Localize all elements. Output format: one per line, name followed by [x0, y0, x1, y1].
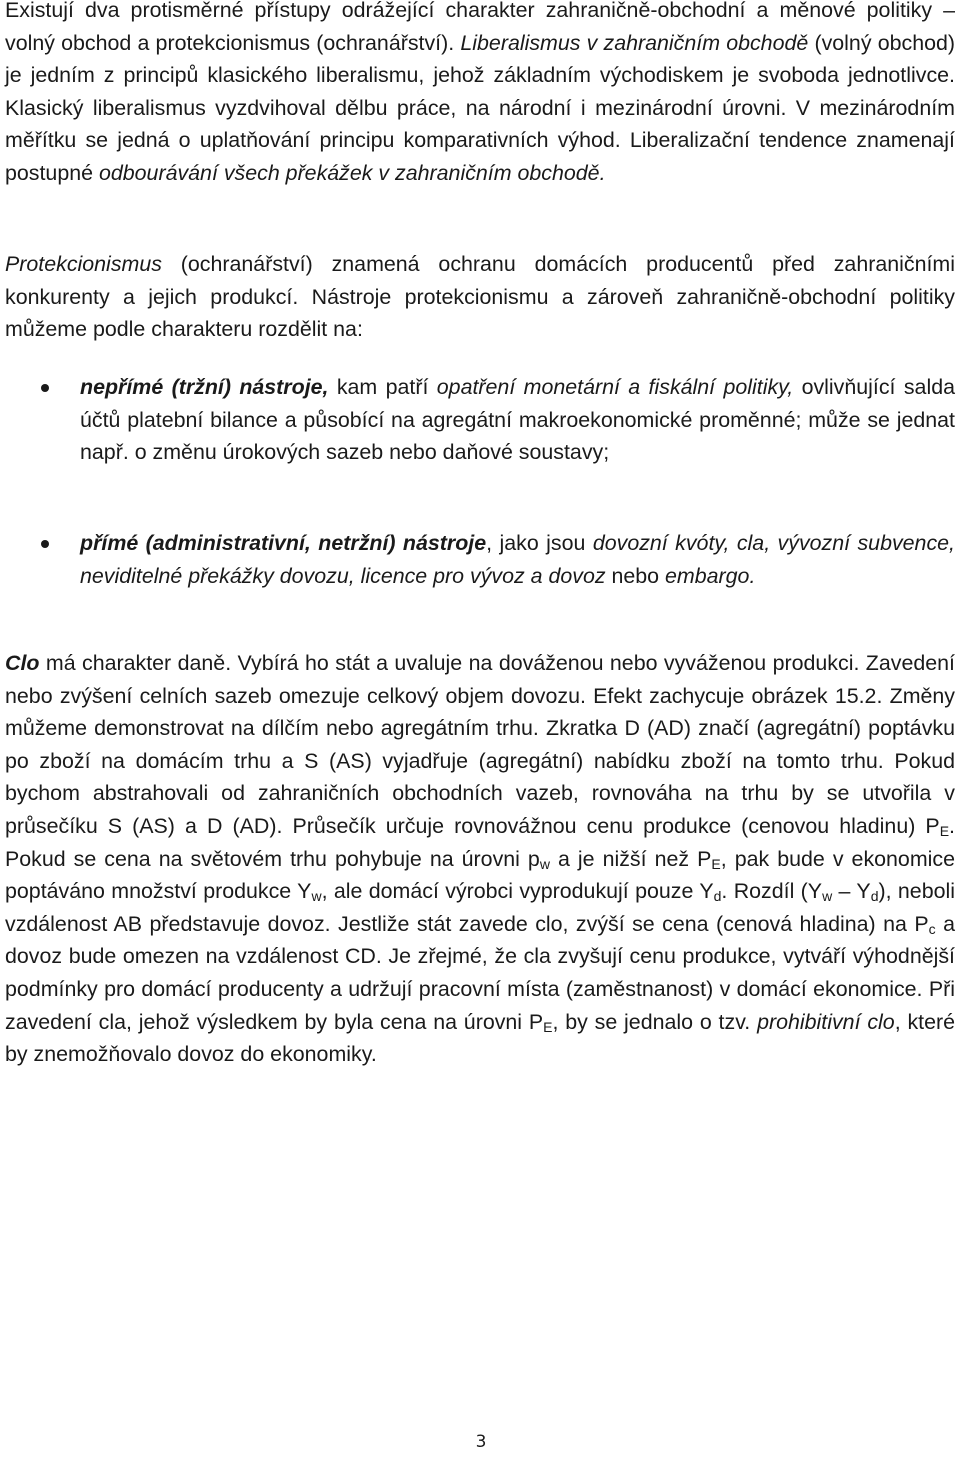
text-run: , ale domácí výrobci vyprodukují pouze Y — [321, 879, 714, 904]
text-run: má charakter daně. Vybírá ho stát a uvaluje na dováženou nebo vyváženou produkci. Zavedení nebo zvýšení celních sazeb omezuje celkový objem dovozu. Efekt zachycuje obrázek 15.2. Změny můžeme demonstrovat na dílčím nebo agregátním trhu. Zkratka D (AD) značí (agregátní) poptávku po zboží na domácím trhu a S (AS) vyjadřuje (agregátní) nabídku zboží na tomto trhu. Pokud bychom abstrahovali od zahraničních obchodních vazeb, rovnováha na trhu by se utvořila v průsečíku S (AS) a D (AD). Průsečík určuje rovnovážnou cenu produkce (cenovou hladinu) P — [5, 651, 955, 838]
emphasis-embargo: embargo. — [665, 563, 756, 588]
text-run: Existují dva protisměrné přístupy odrážející charakter zahraničně-obchodní a měnové politiky – volný obchod a protekcionismus (ochranářství). — [5, 0, 955, 55]
subscript: d — [713, 888, 722, 905]
text-run: a je nižší než P — [549, 846, 712, 871]
text-run: ), neboli vzdálenost AB představuje dovoz. Jestliže stát zavede clo, zvýší se cena (cenová hladina) na P — [5, 879, 955, 936]
subscript: w — [311, 888, 322, 905]
emphasis-dismantling-barriers: odbourávání všech překážek v zahraničním obchodě. — [98, 160, 606, 185]
subscript: c — [928, 920, 936, 937]
list-item-direct-instruments — [5, 527, 955, 592]
emphasis-instrument-examples: dovozní kvóty, cla, vývozní subvence, neviditelné překážky dovozu, licence pro vývoz a dovoz — [80, 531, 955, 588]
bullet-icon — [41, 540, 49, 548]
subscript: E — [711, 855, 721, 872]
text-run: , by se jednalo o tzv. — [552, 1009, 758, 1034]
text-run: (volný obchod) je jedním z principů klasického liberalismu, jehož základním východiskem je svoboda jednotlivce. Klasický liberalismus vyzdvihoval dělbu práce, na národní i mezinárodní úrovni. V mezinárodním měřítku se jedná o uplatňování principu komparativních výhod. Liberalizační tendence znamenají postupné — [5, 30, 956, 185]
emphasis-prohibitive-tariff: prohibitivní clo — [757, 1009, 895, 1034]
subscript: E — [939, 822, 950, 839]
text-run: . Pokud se cena na světovém trhu pohybuje na úrovni p — [5, 813, 955, 871]
list-item-indirect-instruments — [5, 371, 955, 469]
term-indirect-instruments: nepřímé (tržní) nástroje, — [80, 375, 329, 399]
emphasis-policy-measures: opatření monetární a fiskální politiky, — [436, 375, 794, 399]
text-run: , pak bude v ekonomice poptáváno množství produkce Y — [5, 846, 955, 904]
paragraph-tariff — [5, 647, 955, 1071]
subscript: w — [539, 855, 550, 872]
text-run: a dovoz bude omezen na vzdálenost CD. Je zřejmé, že cla zvyšují cenu produkce, vytváří výhodnější podmínky pro domácí producenty a udržují pracovní místa (zaměstnanost) v domácí ekonomice. Při zavedení cla, jehož výsledkem by byla cena na úrovni P — [5, 911, 955, 1034]
paragraph-protectionism — [5, 248, 955, 346]
bullet-icon — [41, 384, 49, 392]
term-clo: Clo — [5, 651, 40, 675]
subscript: E — [543, 1018, 553, 1035]
paragraph-liberalism — [5, 0, 955, 190]
list-item-text — [80, 371, 955, 469]
page-number: 3 — [475, 1432, 487, 1452]
text-run: , jako jsou — [486, 531, 593, 555]
text-run: . Rozdíl (Y — [721, 879, 823, 904]
subscript: d — [870, 888, 879, 905]
text-run: – Y — [832, 879, 871, 904]
emphasis-protectionism: Protekcionismus — [5, 252, 162, 276]
text-run: nebo — [605, 563, 666, 588]
term-direct-instruments: přímé (administrativní, netržní) nástroje — [80, 531, 487, 555]
text-run: ovlivňující salda účtů platební bilance a působící na agregátní makroekonomické proměnné; může se jednat např. o změnu úrokových sazeb nebo daňové soustavy; — [80, 375, 955, 465]
list-item-text — [80, 527, 955, 592]
text-run: kam patří — [328, 375, 437, 399]
subscript: w — [822, 888, 833, 905]
text-run: , které by znemožňovalo dovoz do ekonomiky. — [5, 1009, 955, 1067]
emphasis-liberalism: Liberalismus v zahraničním obchodě — [460, 30, 809, 55]
text-run: (ochranářství) znamená ochranu domácích producentů před zahraničními konkurenty a jejich produkcí. Nástroje protekcionismu a zároveň zahraničně-obchodní politiky můžeme podle charakteru rozdělit na: — [5, 252, 955, 342]
